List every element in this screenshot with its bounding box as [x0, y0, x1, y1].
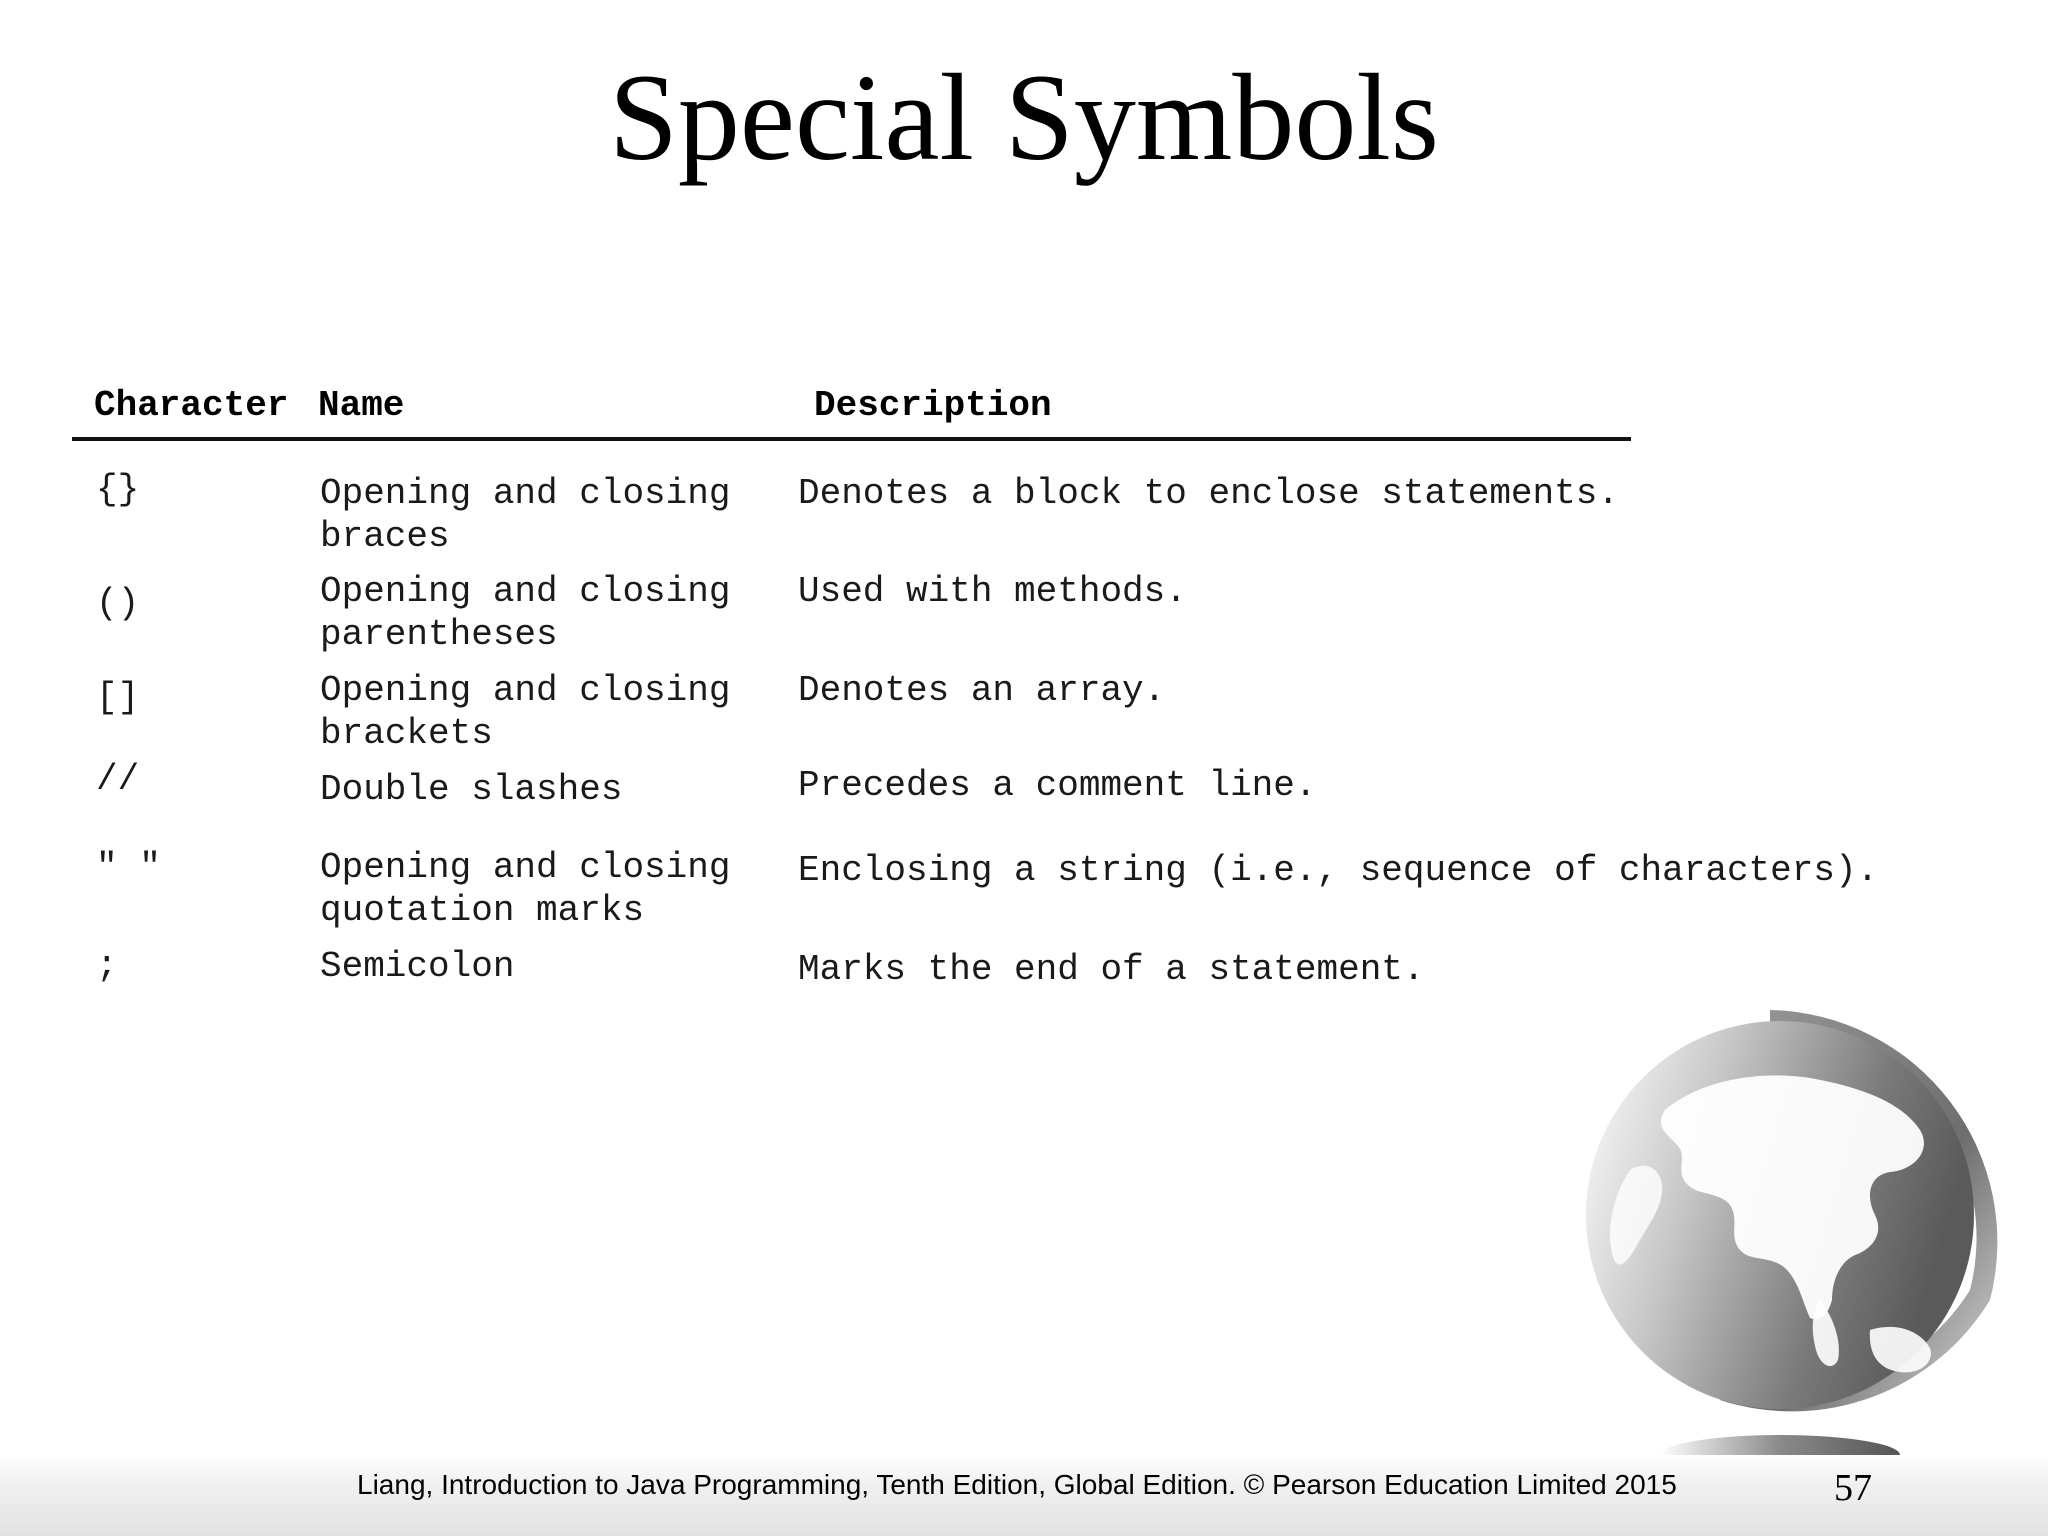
row-3-description: Denotes an array. [798, 670, 1166, 711]
row-6-description: Marks the end of a statement. [798, 949, 1425, 990]
header-rule [72, 437, 1631, 441]
row-6-name-line-1: Semicolon [320, 946, 515, 987]
row-1-character: {} [96, 469, 140, 510]
row-2-name-line-1: Opening and closing [320, 571, 731, 612]
header-name: Name [318, 385, 405, 426]
row-2-character: () [96, 583, 140, 624]
row-6-character: ; [96, 945, 118, 986]
row-4-character: // [96, 759, 140, 800]
footer-citation: Liang, Introduction to Java Programming, Tenth Edition, Global Edition. © Pearson Education Limited 2015 [357, 1469, 1677, 1500]
row-5-name-line-2: quotation marks [320, 890, 645, 931]
row-1-name-line-1: Opening and closing [320, 473, 731, 514]
row-1-name-line-2: braces [320, 516, 450, 557]
slide-title: Special Symbols [608, 49, 1440, 186]
page-number: 57 [1834, 1467, 1872, 1509]
row-2-description: Used with methods. [798, 571, 1187, 612]
row-1-description: Denotes a block to enclose statements. [798, 473, 1619, 514]
row-3-name-line-1: Opening and closing [320, 670, 731, 711]
row-4-name-line-1: Double slashes [320, 769, 623, 810]
row-3-character: [] [96, 677, 140, 718]
row-5-name-line-1: Opening and closing [320, 847, 731, 888]
row-5-character: " " [96, 847, 161, 888]
header-description: Description [814, 385, 1052, 426]
row-4-description: Precedes a comment line. [798, 765, 1317, 806]
row-3-name-line-2: brackets [320, 713, 493, 754]
row-5-description: Enclosing a string (i.e., sequence of characters). [798, 850, 1879, 891]
header-character: Character [94, 385, 289, 426]
globe-icon [1570, 1000, 2040, 1480]
row-2-name-line-2: parentheses [320, 614, 558, 655]
